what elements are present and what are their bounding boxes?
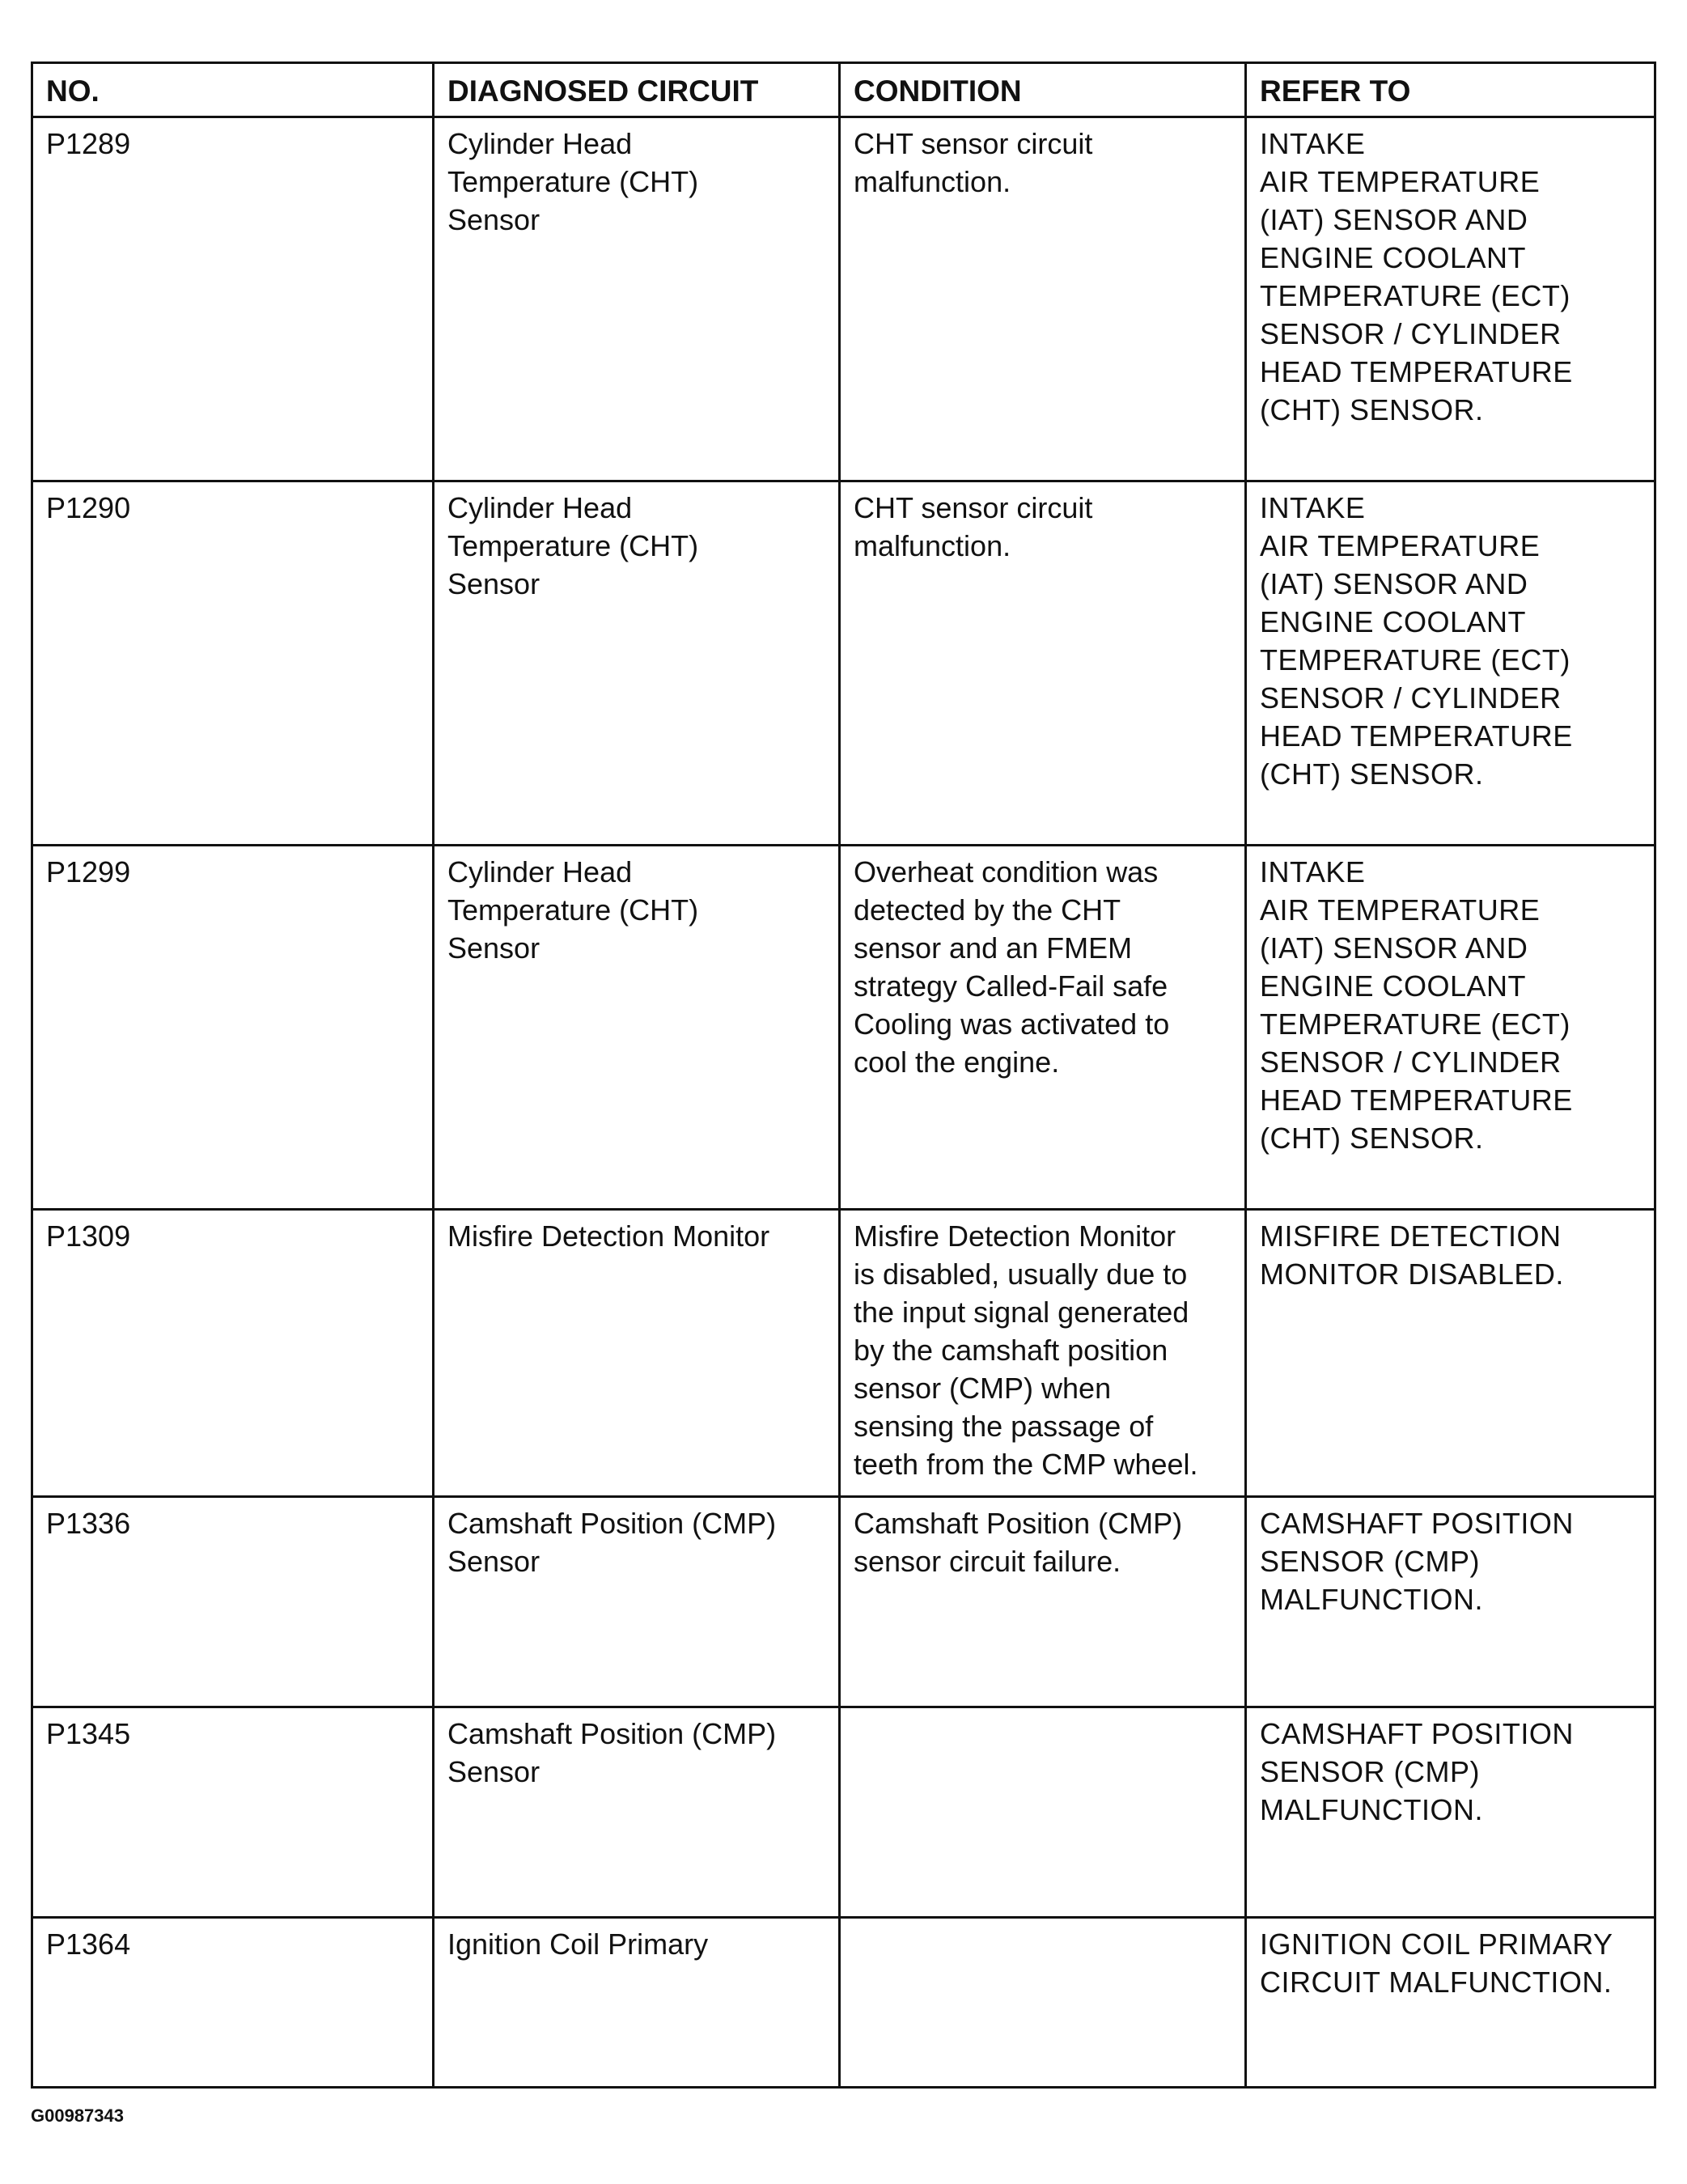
refer-to-text: INTAKE AIR TEMPERATURE (IAT) SENSOR AND ENGINE COOLANT TEMPERATURE (ECT) SENSOR / CYLINDER HEAD TEMPERATURE (CHT) SENSOR.	[1260, 855, 1573, 1155]
cell-no	[32, 1918, 434, 2088]
dtc-code: P1309	[46, 1219, 131, 1253]
cell-circuit	[434, 1707, 840, 1918]
diagnosed-circuit-text: Cylinder Head Temperature (CHT) Sensor	[447, 491, 699, 600]
dtc-code: P1289	[46, 127, 131, 160]
table-row	[32, 846, 1655, 1210]
table-row	[32, 117, 1655, 481]
cell-condition	[840, 1497, 1246, 1707]
cell-circuit	[434, 846, 840, 1210]
cell-condition	[840, 1707, 1246, 1918]
refer-to-text: CAMSHAFT POSITION SENSOR (CMP) MALFUNCTION.	[1260, 1507, 1574, 1616]
figure-id-label: G00987343	[31, 2106, 124, 2126]
dtc-code: P1345	[46, 1717, 131, 1750]
diagnosed-circuit-text: Ignition Coil Primary	[447, 1927, 709, 1961]
cell-no	[32, 1497, 434, 1707]
cell-circuit	[434, 1497, 840, 1707]
refer-to-text: CAMSHAFT POSITION SENSOR (CMP) MALFUNCTION.	[1260, 1717, 1574, 1826]
refer-to-text: IGNITION COIL PRIMARY CIRCUIT MALFUNCTION.	[1260, 1927, 1613, 1999]
cell-refer	[1246, 1707, 1655, 1918]
cell-no	[32, 1210, 434, 1497]
cell-refer	[1246, 1497, 1655, 1707]
cell-condition	[840, 1918, 1246, 2088]
cell-refer	[1246, 1918, 1655, 2088]
cell-no	[32, 1707, 434, 1918]
diagnosed-circuit-text: Camshaft Position (CMP) Sensor	[447, 1507, 777, 1578]
header-condition: CONDITION	[840, 63, 1246, 117]
diagnosed-circuit-text: Cylinder Head Temperature (CHT) Sensor	[447, 855, 699, 965]
table-row	[32, 1918, 1655, 2088]
diagnosed-circuit-text: Cylinder Head Temperature (CHT) Sensor	[447, 127, 699, 236]
dtc-table	[31, 61, 1656, 2089]
cell-refer	[1246, 481, 1655, 846]
header-diagnosed-circuit: DIAGNOSED CIRCUIT	[434, 63, 840, 117]
refer-to-text: MISFIRE DETECTION MONITOR DISABLED.	[1260, 1219, 1564, 1291]
cell-no	[32, 481, 434, 846]
condition-text: CHT sensor circuit malfunction.	[854, 491, 1093, 562]
cell-refer	[1246, 846, 1655, 1210]
cell-refer	[1246, 117, 1655, 481]
cell-no	[32, 846, 434, 1210]
cell-refer	[1246, 1210, 1655, 1497]
dtc-code: P1299	[46, 855, 131, 888]
table-row	[32, 1497, 1655, 1707]
header-no: NO.	[32, 63, 434, 117]
diagnosed-circuit-text: Misfire Detection Monitor	[447, 1219, 770, 1253]
header-refer-to: REFER TO	[1246, 63, 1655, 117]
condition-text: Camshaft Position (CMP) sensor circuit failure.	[854, 1507, 1183, 1578]
refer-to-text: INTAKE AIR TEMPERATURE (IAT) SENSOR AND ENGINE COOLANT TEMPERATURE (ECT) SENSOR / CYLINDER HEAD TEMPERATURE (CHT) SENSOR.	[1260, 127, 1573, 426]
condition-text: Misfire Detection Monitor is disabled, usually due to the input signal generated by the camshaft position sensor (CMP) when sensing the passage of teeth from the CMP wheel.	[854, 1219, 1198, 1481]
dtc-code: P1290	[46, 491, 131, 524]
dtc-code: P1336	[46, 1507, 131, 1540]
table-row	[32, 1707, 1655, 1918]
cell-condition	[840, 846, 1246, 1210]
cell-condition	[840, 117, 1246, 481]
diagnosed-circuit-text: Camshaft Position (CMP) Sensor	[447, 1717, 777, 1788]
cell-circuit	[434, 117, 840, 481]
table-row	[32, 481, 1655, 846]
cell-no	[32, 117, 434, 481]
cell-condition	[840, 481, 1246, 846]
dtc-code: P1364	[46, 1927, 131, 1961]
cell-condition	[840, 1210, 1246, 1497]
condition-text: Overheat condition was detected by the CHT sensor and an FMEM strategy Called-Fail safe Cooling was activated to cool the engine.	[854, 855, 1170, 1079]
refer-to-text: INTAKE AIR TEMPERATURE (IAT) SENSOR AND ENGINE COOLANT TEMPERATURE (ECT) SENSOR / CYLINDER HEAD TEMPERATURE (CHT) SENSOR.	[1260, 491, 1573, 791]
cell-circuit	[434, 1210, 840, 1497]
cell-circuit	[434, 481, 840, 846]
condition-text: CHT sensor circuit malfunction.	[854, 127, 1093, 198]
table-header-row	[32, 63, 1655, 117]
cell-circuit	[434, 1918, 840, 2088]
table-row	[32, 1210, 1655, 1497]
